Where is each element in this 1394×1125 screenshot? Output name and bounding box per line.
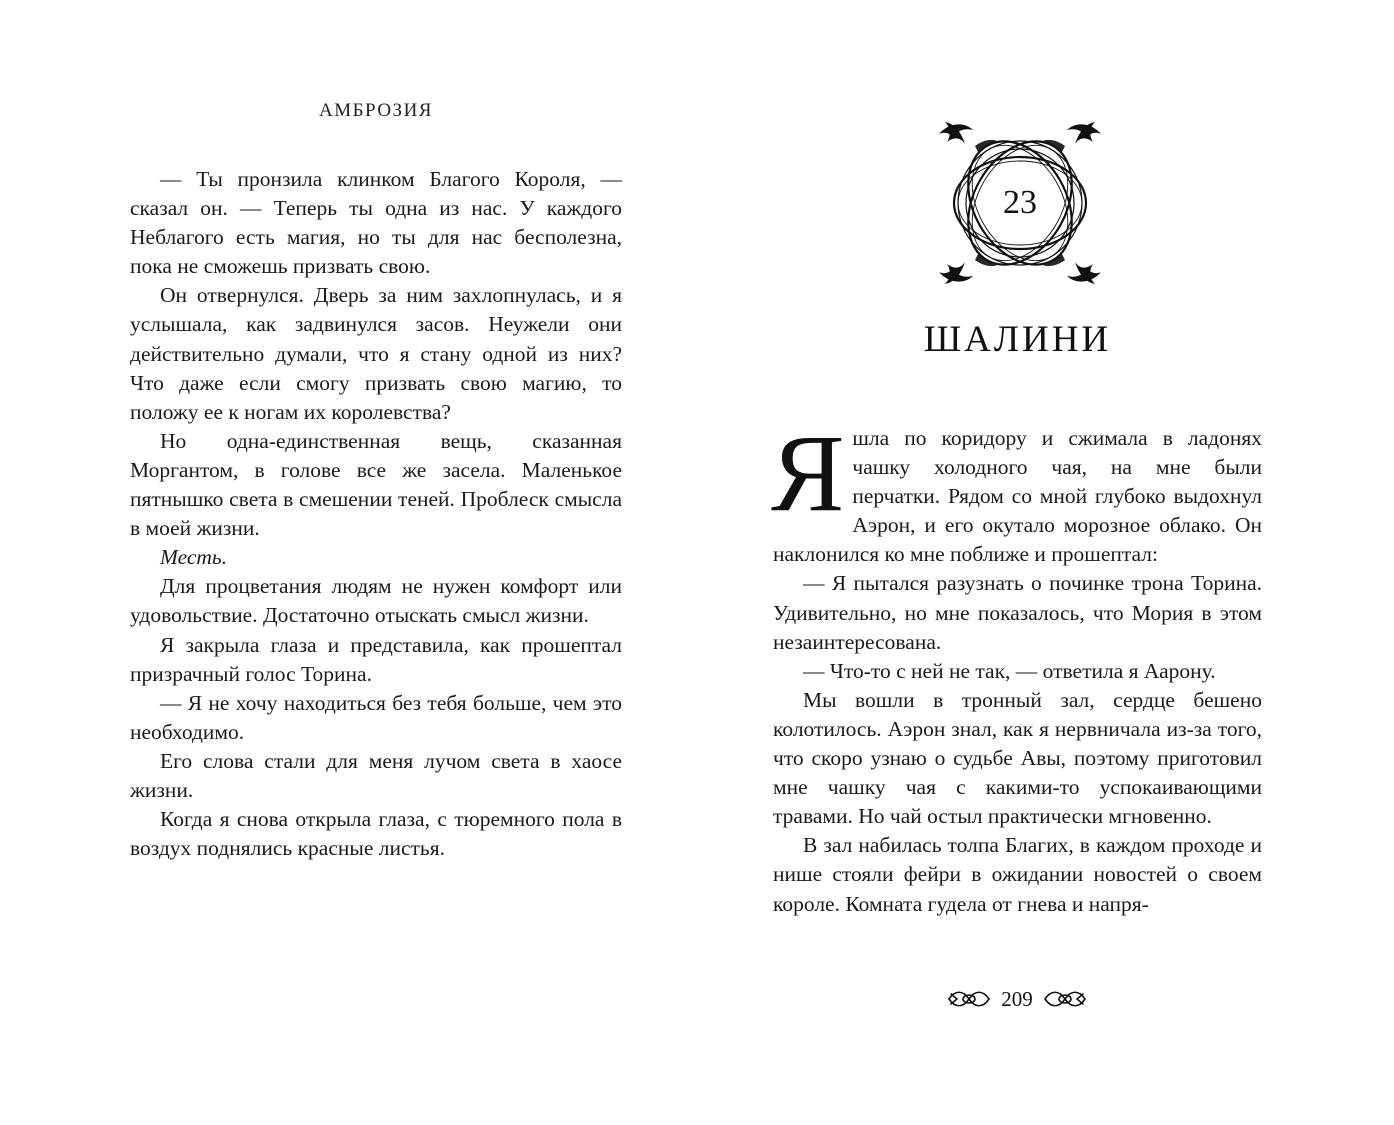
paragraph: Мы вошли в тронный зал, сердце бешено колотилось. Аэрон знал, как я нервничала из-за того, что скоро узнаю о судьбе Авы, поэтому приготовил мне чашку чая с какими-то успокаивающими травами. Но чай остыл практически мгновенно.	[773, 687, 1262, 829]
first-paragraph	[771, 412, 1262, 569]
page-number: 209	[1001, 986, 1033, 1011]
running-head: АМБРОЗИЯ	[319, 100, 433, 121]
first-paragraph-text: шла по коридору и сжимала в ладонях чашку холодного чая, на мне были перчатки. Рядом со мной глубоко выдохнул Аэрон, и его окутало морозное облако. Он наклонился ко мне поближе и прошептал:	[773, 426, 1262, 567]
knot-ornament-icon	[947, 988, 991, 1010]
chapter-title: ШАЛИНИ	[923, 319, 1112, 360]
paragraph: Он отвернулся. Дверь за ним захлопнулась, и я услышала, как задвинулся засов. Неужели они действительно думали, что я стану одной из них? Что даже если смогу призвать свою магию, то положу ее к ногам их королевства?	[130, 283, 622, 424]
chapter-number: 23	[1003, 184, 1037, 221]
paragraph: В зал набилась толпа Благих, в каждом проходе и нише стояли фейри в ожидании новостей о своем короле. Комната гудела от гнева и напря-	[773, 833, 1262, 916]
paragraph: Я закрыла глаза и представила, как прошептал призрачный голос Торина.	[130, 632, 622, 686]
knot-ornament-icon	[1043, 988, 1087, 1010]
left-page-body	[130, 165, 622, 863]
drop-cap: Я	[771, 412, 845, 534]
paragraph: Когда я снова открыла глаза, с тюремного пола в воздух поднялись красные листья.	[130, 807, 622, 861]
right-page-body	[771, 412, 1262, 919]
paragraph: — Ты пронзила клинком Благого Короля, — сказал он. — Теперь ты одна из нас. У каждого Неблагого есть магия, но ты для нас бесполезна, пока не сможешь призвать свою.	[130, 167, 622, 279]
paragraph-italic: Месть.	[160, 545, 228, 570]
paragraph: Для процветания людям не нужен комфорт или удовольствие. Достаточно отыскать смысл жизни.	[130, 574, 622, 628]
folio	[942, 982, 1092, 1016]
paragraph: — Я не хочу находиться без тебя больше, чем это необходимо.	[130, 690, 622, 744]
paragraph: — Что-то с ней не так, — ответила я Аарону.	[803, 658, 1216, 683]
paragraph: Его слова стали для меня лучом света в хаосе жизни.	[130, 748, 622, 802]
right-page	[697, 0, 1394, 1125]
paragraph: Но одна-единственная вещь, сказанная Моргантом, в голове все же засела. Маленькое пятнышко света в смешении теней. Проблеск смысла в моей жизни.	[130, 428, 622, 541]
paragraph: — Я пытался разузнать о починке трона Торина. Удивительно, но мне показалось, что Мория в этом незаинтересована.	[773, 571, 1262, 654]
